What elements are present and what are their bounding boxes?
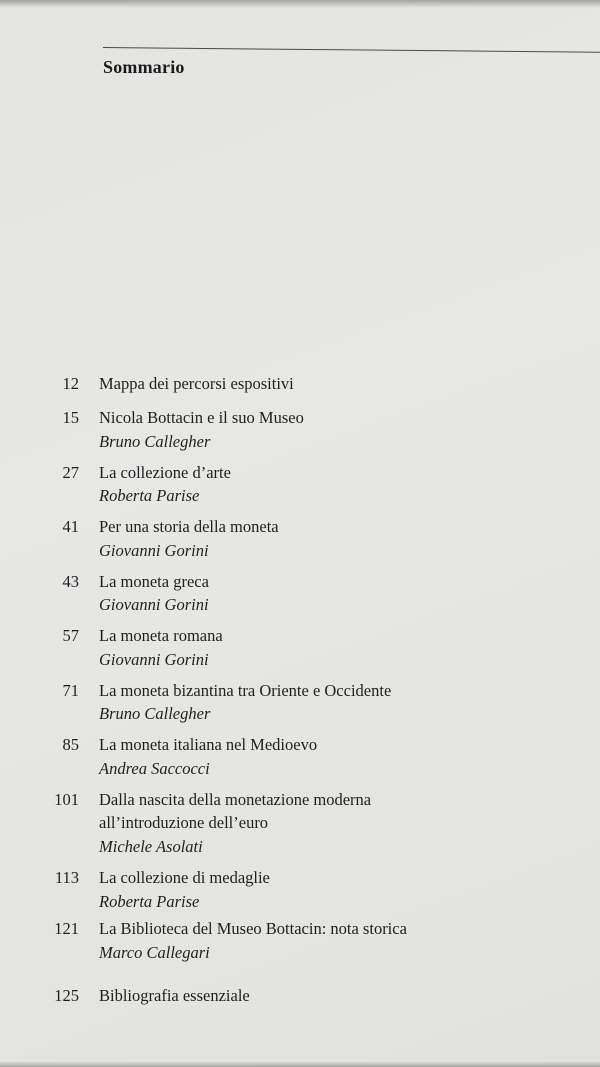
toc-page-number: 27 [62, 462, 79, 482]
toc-title: Per una storia della moneta [99, 517, 279, 536]
toc-page-number: 57 [62, 626, 79, 645]
toc-title: La Biblioteca del Museo Bottacin: nota storica [99, 919, 407, 938]
toc-title: Mappa dei percorsi espositivi [99, 374, 294, 393]
toc-page-number: 125 [54, 986, 79, 1005]
toc-author: Marco Callegari [99, 942, 210, 962]
page-top-shadow [0, 0, 600, 8]
toc-entry [0, 679, 600, 734]
toc-author: Giovanni Gorini [99, 595, 209, 614]
toc-entry [0, 788, 600, 867]
toc-page-number: 101 [54, 789, 79, 809]
toc-author: Michele Asolati [99, 836, 203, 856]
toc-entry [0, 624, 600, 679]
toc-page-number: 15 [62, 408, 79, 427]
toc-title: La moneta greca [99, 571, 209, 591]
page-bottom-edge [0, 1061, 600, 1067]
toc-entry [0, 570, 600, 625]
toc-title: Dalla nascita della monetazione moderna [99, 789, 372, 809]
header-rule [103, 47, 600, 53]
toc-author: Roberta Parise [99, 891, 200, 911]
toc-entry [0, 372, 600, 406]
toc-title: La moneta italiana nel Medioevo [99, 735, 318, 754]
toc-page-number: 71 [62, 680, 79, 700]
toc-title: La collezione d’arte [99, 462, 231, 482]
toc-author: Bruno Callegher [99, 704, 211, 723]
toc-author: Bruno Callegher [99, 431, 211, 451]
toc-author: Andrea Saccocci [99, 758, 210, 778]
toc-author: Roberta Parise [99, 486, 200, 505]
toc-page-number: 85 [62, 735, 79, 754]
toc-title: La moneta romana [99, 626, 223, 645]
toc-entry [0, 733, 600, 788]
page-title: Sommario [103, 57, 185, 77]
toc-entry [0, 461, 600, 516]
toc-entry [0, 515, 600, 570]
toc-entry [0, 406, 600, 461]
toc-title-continuation: all’introduzione dell’euro [99, 813, 269, 832]
toc-page-number: 41 [62, 517, 79, 536]
toc-entry [0, 866, 600, 917]
toc-author: Giovanni Gorini [99, 649, 209, 669]
toc-title: La moneta bizantina tra Oriente e Occidente [99, 680, 392, 700]
toc-page-number: 43 [62, 571, 79, 591]
toc-page-number: 12 [62, 374, 79, 393]
toc-page-number: 121 [54, 919, 79, 938]
toc-title: Nicola Bottacin e il suo Museo [99, 408, 304, 427]
toc-entry [0, 917, 600, 984]
toc-title: La collezione di medaglie [99, 868, 270, 887]
toc-entry [0, 984, 600, 1008]
toc-author: Giovanni Gorini [99, 540, 209, 560]
toc-page-number: 113 [54, 868, 79, 887]
toc-title: Bibliografia essenziale [99, 986, 250, 1005]
table-of-contents [0, 372, 600, 1008]
